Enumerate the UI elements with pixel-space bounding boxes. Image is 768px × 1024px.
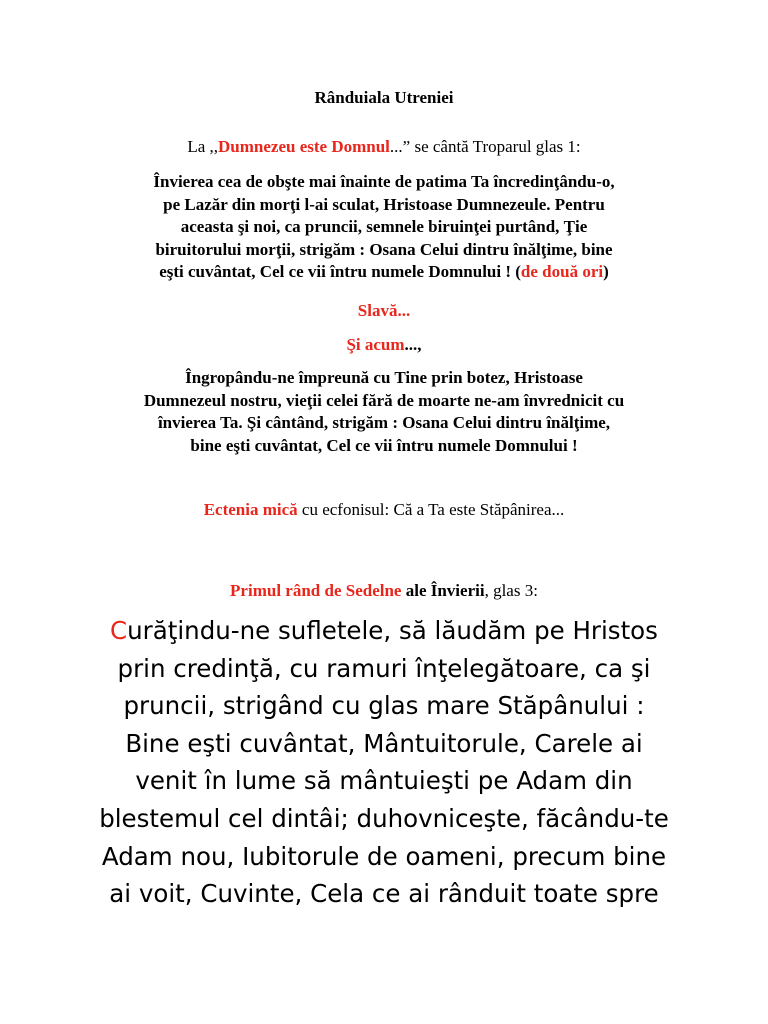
document-title: Rânduiala Utreniei: [314, 88, 454, 107]
theotokion-line: Îngropându-ne împreună cu Tine prin botez, Hristoase: [185, 368, 583, 387]
sedelna-line: prin credinţă, cu ramuri înţelegătoare, ca şi: [117, 653, 651, 683]
sedelna-first-rest: urăţindu-ne sufletele, să lăudăm pe Hristos: [127, 616, 658, 645]
theotokion-line: Dumnezeul nostru, vieţii celei fără de moarte ne-am învrednicit cu: [143, 390, 625, 410]
intro-before: La ,,: [187, 137, 219, 156]
si-acum-rubric: Şi acum: [346, 335, 405, 354]
slava-rubric: Slavă...: [357, 301, 411, 320]
troparion-last-text: eşti cuvântat, Cel ce vii întru numele Domnului ! (: [159, 262, 521, 282]
sedelna-first-line: [0, 612, 768, 650]
theotokion-paragraph: [0, 367, 768, 457]
troparion-close-paren: ): [603, 262, 609, 282]
sedelna-line: pruncii, strigând cu glas mare Stăpânului :: [123, 691, 645, 721]
troparion-line: biruitorului morţii, strigăm : Osana Celui dintru înălţime, bine: [155, 239, 613, 259]
troparion-line: pe Lazăr din morţi l-ai sculat, Hristoase Dumnezeule. Pentru: [163, 194, 605, 214]
intro-line: [0, 137, 768, 157]
ectenia-after: cu ecfonisul: Că a Ta este Stăpânirea...: [297, 500, 565, 519]
troparion-line: aceasta şi noi, ca pruncii, semnele biruinţei purtând, Ţie: [180, 217, 588, 237]
ectenia-line: [0, 500, 768, 520]
sedelna-line: blestemul cel dintâi; duhovniceşte, făcându-te: [99, 803, 669, 833]
sedelna-initial-letter: C: [110, 616, 128, 645]
troparion-repeat-note: de două ori: [520, 262, 604, 282]
troparion-paragraph: [0, 171, 768, 284]
ectenia-rubric: Ectenia mică: [203, 500, 298, 519]
sedelna-line: venit în lume să mântuieşti pe Adam din: [135, 766, 633, 796]
intro-after: ...” se cântă Troparul glas 1:: [389, 137, 581, 156]
theotokion-line: bine eşti cuvântat, Cel ce vii întru numele Domnului !: [190, 435, 578, 455]
sedelna-line: ai voit, Cuvinte, Cela ce ai rânduit toate spre: [109, 879, 659, 909]
sedelne-rubric: Primul rând de Sedelne: [230, 581, 402, 600]
sedelne-heading: [0, 581, 768, 601]
troparion-line-last: [0, 261, 768, 284]
sedelna-text: [0, 612, 768, 913]
sedelne-mid: ale Învierii: [401, 581, 485, 600]
sedelne-after: , glas 3:: [484, 581, 538, 600]
theotokion-line: învierea Ta. Şi cântând, strigăm : Osana Celui dintru înălţime,: [157, 413, 611, 433]
sedelna-line: Adam nou, Iubitorule de oameni, precum bine: [101, 841, 667, 871]
si-acum-line: [0, 335, 768, 355]
intro-rubric: Dumnezeu este Domnul: [218, 137, 390, 156]
si-acum-after: ...,: [404, 335, 422, 354]
troparion-line: Învierea cea de obşte mai înainte de patima Ta încredinţându-o,: [153, 172, 615, 191]
sedelna-line: Bine eşti cuvântat, Mântuitorule, Carele ai: [125, 728, 643, 758]
